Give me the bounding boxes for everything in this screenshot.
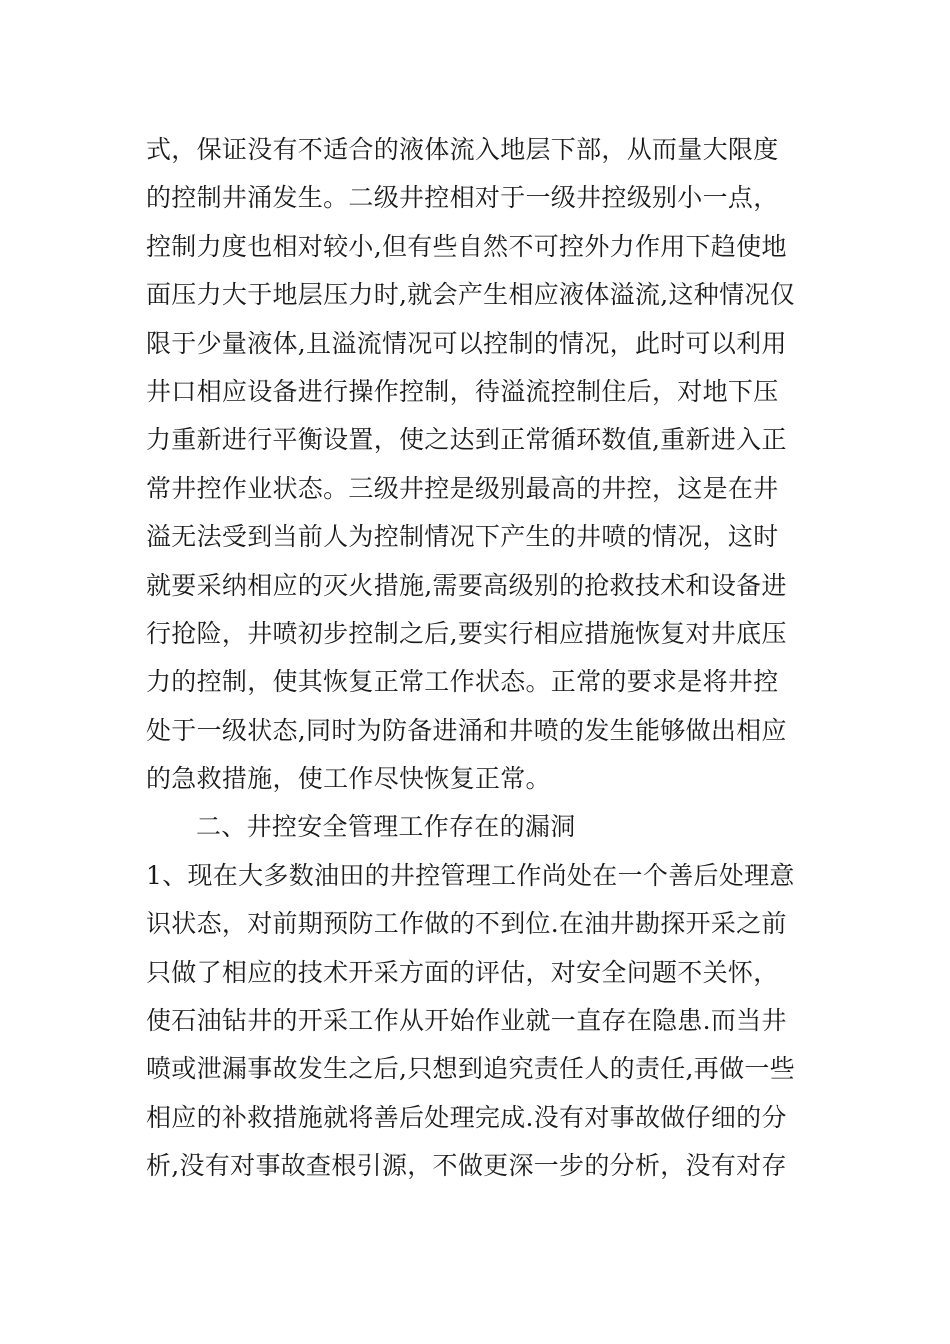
text-line: 的急救措施，使工作尽快恢复正常。 <box>146 764 551 794</box>
text-line: 力的控制，使其恢复正常工作状态。正常的要求是将井控 <box>146 667 779 697</box>
text-line: 力重新进行平衡设置，使之达到正常循环数值,重新进入正 <box>146 425 787 455</box>
text-line: 相应的补救措施就将善后处理完成.没有对事故做仔细的分 <box>146 1102 787 1132</box>
text-line: 限于少量液体,且溢流情况可以控制的情况，此时可以利用 <box>146 328 787 358</box>
text-line: 析,没有对事故查根引源，不做更深一步的分析，没有对存 <box>146 1151 787 1181</box>
text-line: 控制力度也相对较小,但有些自然不可控外力作用下趋使地 <box>146 231 787 261</box>
text-line: 只做了相应的技术开采方面的评估，对安全问题不关怀， <box>146 957 779 987</box>
text-line: 溢无法受到当前人为控制情况下产生的井喷的情况，这时 <box>146 522 779 552</box>
text-line: 行抢险，井喷初步控制之后,要实行相应措施恢复对井底压 <box>146 618 787 648</box>
text-line: 识状态，对前期预防工作做的不到位.在油井勘探开采之前 <box>146 909 787 939</box>
body-text <box>146 126 806 1191</box>
text-line: 的控制井涌发生。二级井控相对于一级井控级别小一点， <box>146 183 779 213</box>
text-line: 井口相应设备进行操作控制，待溢流控制住后，对地下压 <box>146 376 779 406</box>
text-line: 处于一级状态,同时为防备进涌和井喷的发生能够做出相应 <box>146 715 787 745</box>
text-line: 喷或泄漏事故发生之后,只想到追究责任人的责任,再做一些 <box>146 1054 795 1084</box>
text-line: 1、现在大多数油田的井控管理工作尚处在一个善后处理意 <box>146 860 795 890</box>
text-line: 式，保证没有不适合的液体流入地层下部，从而量大限度 <box>146 135 779 164</box>
text-line: 使石油钻井的开采工作从开始作业就一直存在隐患.而当井 <box>146 1006 787 1036</box>
text-line: 就要采纳相应的灭火措施,需要高级别的抢救技术和设备进 <box>146 570 787 600</box>
section-heading: 二、井控安全管理工作存在的漏洞 <box>196 812 576 842</box>
text-line: 面压力大于地层压力时,就会产生相应液体溢流,这种情况仅 <box>146 280 795 310</box>
text-line: 常井控作业状态。三级井控是级别最高的井控，这是在井 <box>146 473 779 503</box>
